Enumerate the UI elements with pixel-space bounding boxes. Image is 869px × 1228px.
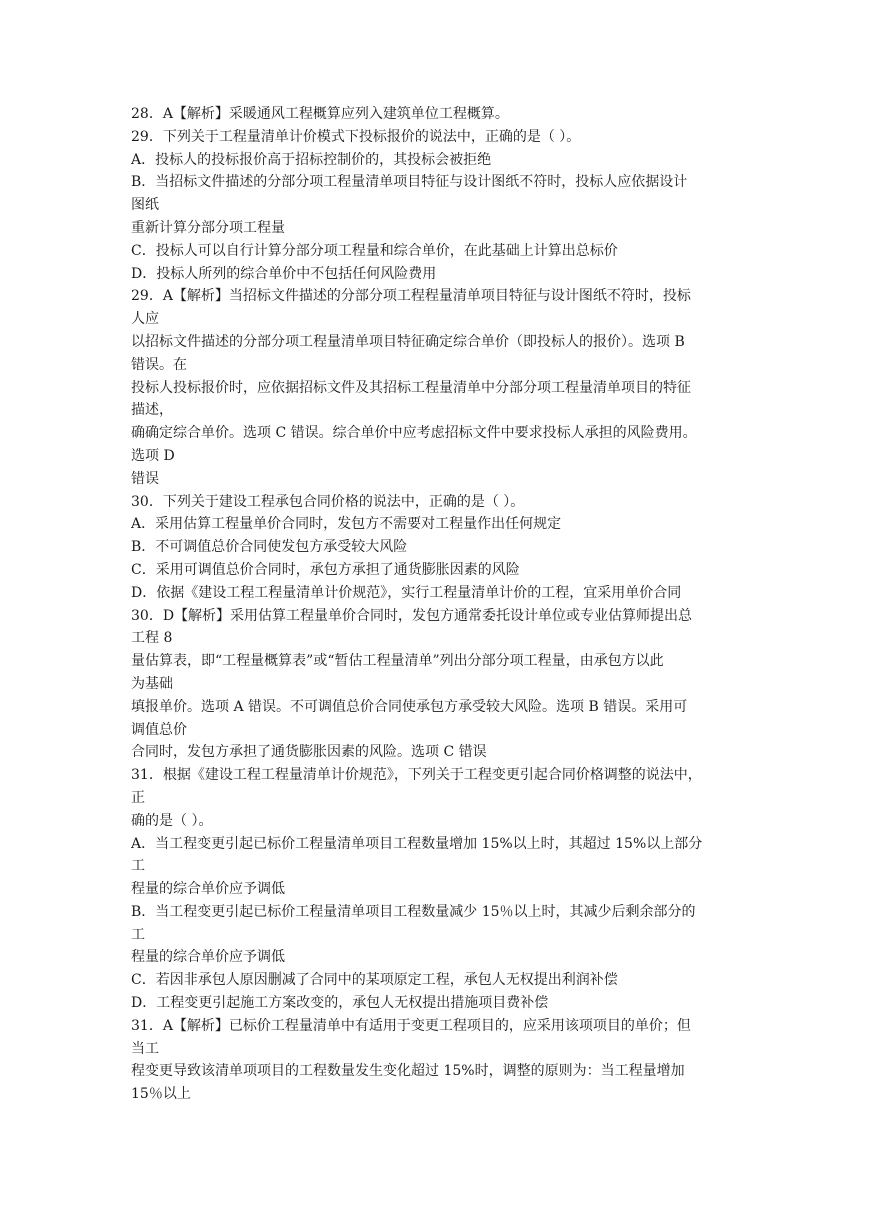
text-line: 确的是（ ）。 — [131, 812, 213, 829]
text-line: 工 — [131, 926, 145, 943]
document-body — [131, 103, 743, 1106]
text-line: 错误。在 — [131, 356, 187, 373]
answer-30-analysis: 30．D【解析】采用估算工程量单价合同时，发包方通常委托设计单位或专业估算师提出总 — [131, 607, 693, 624]
text-line: 合同时，发包方承担了通货膨胀因素的风险。选项 C 错误 — [131, 744, 487, 761]
text-line: 正 — [131, 789, 145, 806]
text-line: 重新计算分部分项工程量 — [131, 219, 285, 236]
question-31-stem: 31．根据《建设工程工程量清单计价规范》，下列关于工程变更引起合同价格调整的说法中， — [131, 767, 702, 784]
text-line: 描述， — [131, 402, 173, 419]
text-line: 15％以上 — [131, 1086, 191, 1103]
text-line: 程量的综合单价应予调低 — [131, 949, 285, 966]
text-line: 当工 — [131, 1040, 159, 1057]
option-b: B．当工程变更引起已标价工程量清单项目工程数量减少 15％以上时，其减少后剩余部分的 — [131, 903, 696, 920]
text-line: 填报单价。选项 A 错误。不可调值总价合同使承包方承受较大风险。选项 B 错误。采用可 — [131, 698, 688, 715]
text-line: 工 — [131, 858, 145, 875]
option-a: A．投标人的投标报价高于招标控制价的，其投标会被拒绝 — [131, 151, 492, 168]
question-30-stem: 30．下列关于建设工程承包合同价格的说法中，正确的是（ ）。 — [131, 493, 525, 510]
text-line: 28．A【解析】采暖通风工程概算应列入建筑单位工程概算。 — [131, 106, 509, 122]
answer-31-analysis: 31．A【解析】已标价工程量清单中有适用于变更工程项目的，应采用该项项目的单价；但 — [131, 1017, 691, 1034]
option-a: A．采用估算工程量单价合同时，发包方不需要对工程量作出任何规定 — [131, 516, 562, 533]
option-d: D．依据《建设工程工程量清单计价规范》，实行工程量清单计价的工程，宜采用单价合同 — [131, 584, 682, 601]
text-line: 以招标文件描述的分部分项工程量清单项目特征确定综合单价（即投标人的报价）。选项 B — [131, 333, 685, 350]
text-line: 程变更导致该清单项项目的工程数量发生变化超过 15%时，调整的原则为：当工程量增加 — [131, 1063, 685, 1080]
text-line: 量估算表，即“工程量概算表”或“暂估工程量清单”列出分部分项工程量，由承包方以此 — [131, 653, 664, 670]
question-29-stem: 29．下列关于工程量清单计价模式下投标报价的说法中，正确的是（ ）。 — [131, 128, 581, 145]
option-d: D．投标人所列的综合单价中不包括任何风险费用 — [131, 265, 437, 282]
text-line: 错误 — [131, 470, 159, 487]
text-line: 确确定综合单价。选项 C 错误。综合单价中应考虑招标文件中要求投标人承担的风险费用。 — [131, 425, 697, 442]
text-line: 选项 D — [131, 447, 175, 464]
text-line: 为基础 — [131, 675, 173, 692]
option-c: C．采用可调值总价合同时，承包方承担了通货膨胀因素的风险 — [131, 561, 520, 578]
option-b: B．当招标文件描述的分部分项工程量清单项目特征与设计图纸不符时，投标人应依据设计 — [131, 174, 688, 191]
text-line: 工程 8 — [131, 630, 173, 647]
text-line: 投标人投标报价时，应依据招标文件及其招标工程量清单中分部分项工程量清单项目的特征 — [131, 379, 691, 396]
option-c: C．若因非承包人原因删减了合同中的某项原定工程，承包人无权提出利润补偿 — [131, 972, 618, 989]
text-line: 程量的综合单价应予调低 — [131, 881, 285, 898]
text-line: 调值总价 — [131, 721, 187, 738]
option-b: B．不可调值总价合同使发包方承受较大风险 — [131, 539, 408, 556]
option-d: D．工程变更引起施工方案改变的，承包人无权提出措施项目费补偿 — [131, 995, 549, 1012]
option-a: A．当工程变更引起已标价工程量清单项目工程数量增加 15%以上时，其超过 15%以上部分 — [131, 835, 703, 852]
text-line: 人应 — [131, 311, 159, 328]
answer-29-analysis: 29．A【解析】当招标文件描述的分部分项工程程量清单项目特征与设计图纸不符时，投标 — [131, 288, 691, 305]
option-c: C．投标人可以自行计算分部分项工程量和综合单价，在此基础上计算出总标价 — [131, 242, 618, 259]
text-line: 图纸 — [131, 197, 159, 214]
